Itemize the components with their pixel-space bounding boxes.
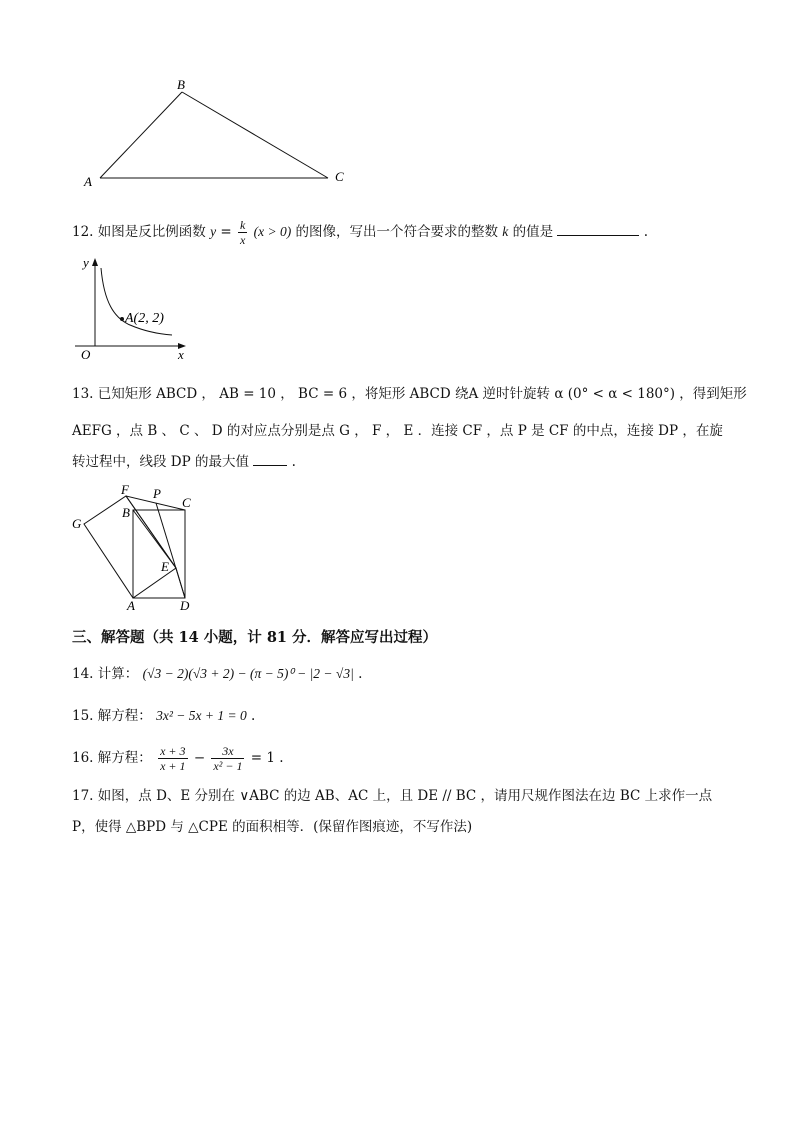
question-12: 12. 如图是反比例函数 y = $\frac{k}{x}$ (x > 0) 的图像，写出一个符合要求的整数 k 的值是 .	[72, 218, 648, 247]
q16-number: 16.	[72, 750, 94, 766]
q12-number: 12.	[72, 224, 94, 240]
label-b: B	[122, 505, 130, 520]
question-13-line-3	[72, 452, 296, 472]
q14-expression: (√3 − 2)(√3 + 2) − (π − 5)⁰ − |2 − √3|	[142, 666, 354, 681]
label-f: F	[121, 482, 129, 497]
rectangle-abcd	[133, 510, 185, 598]
q13-period: .	[291, 454, 296, 470]
reciprocal-graph	[70, 250, 200, 365]
q13-number: 13.	[72, 386, 94, 402]
segment-ed	[176, 568, 185, 598]
q15-expression: 3x² − 5x + 1 = 0	[156, 708, 247, 723]
q13-line1: 已知矩形 ABCD ， AB = 10 ， BC = 6 ，将矩形 ABCD 绕A 逆时针旋转 α (0° < α < 180°) ，得到矩形	[97, 386, 747, 402]
x-axis-label: x	[178, 347, 184, 362]
rotation-figure	[66, 482, 206, 614]
y-axis-arrow	[92, 258, 98, 266]
point-a-label: A(2, 2)	[125, 311, 164, 326]
label-d: D	[180, 598, 190, 613]
segment-be	[133, 510, 176, 568]
q12-func-y: y	[210, 224, 217, 239]
q14-end: .	[358, 666, 363, 682]
origin-label: O	[81, 347, 91, 362]
question-16: 16. 解方程： $\frac{x + 3}{x + 1}$ − $\frac{3x}{\text{x² − 1}}$ = 1 .	[72, 744, 284, 773]
q12-text-after: 的图像，写出一个符合要求的整数	[295, 224, 498, 240]
q16-fraction-2	[211, 744, 244, 773]
q17-line1: 如图，点 D、E 分别在 ∨ABC 的边 AB、AC 上，且 DE // BC ，请用尺规作图法在边 BC 上求作一点	[97, 788, 713, 804]
q17-line2: P，使得 △BPD 与 △CPE 的面积相等．(保留作图痕迹，不写作法)	[72, 819, 473, 835]
rectangle-aefg	[84, 496, 176, 598]
label-a: A	[127, 598, 135, 613]
q16-frac2-den: x² − 1	[213, 759, 243, 773]
q12-answer-blank[interactable]	[557, 235, 639, 236]
triangle-figure	[78, 72, 358, 192]
question-17-line-1	[72, 786, 712, 806]
q12-fraction	[238, 218, 247, 247]
q16-rhs: = 1	[250, 750, 275, 766]
q12-period: .	[643, 224, 648, 240]
q16-frac2-num: 3x	[211, 744, 244, 759]
q15-number: 15.	[72, 708, 94, 724]
label-c: C	[182, 495, 191, 510]
q12-text-before: 如图是反比例函数	[97, 224, 206, 240]
q16-frac1-num: x + 3	[160, 744, 186, 758]
label-a: A	[84, 174, 92, 189]
y-axis-label: y	[83, 255, 89, 270]
label-p: P	[153, 486, 161, 501]
q16-label: 解方程：	[97, 750, 152, 766]
question-14	[72, 664, 362, 684]
q12-text-end: 的值是	[512, 224, 554, 240]
q16-fraction-1	[158, 744, 187, 773]
q13-line2: AEFG ，点 B 、 C 、 D 的对应点分别是点 G ， F ， E ．连接 CF ，点 P 是 CF 的中点，连接 DP ，在旋	[72, 423, 723, 439]
label-c: C	[335, 169, 344, 184]
label-b: B	[177, 77, 185, 92]
label-g: G	[72, 516, 82, 531]
q12-frac-num: k	[239, 218, 246, 232]
q13-line3: 转过程中，线段 DP 的最大值	[72, 454, 249, 470]
q15-end: .	[251, 708, 256, 724]
q17-number: 17.	[72, 788, 94, 804]
triangle-side-bc	[182, 92, 328, 178]
q16-end: .	[279, 750, 284, 766]
question-15	[72, 706, 255, 726]
q16-frac1-den: x + 1	[160, 759, 186, 773]
q14-label: 计算：	[97, 666, 139, 682]
q12-k: k	[502, 224, 509, 239]
section-3-heading: 三、解答题（共 14 小题，计 81 分．解答应写出过程）	[72, 629, 438, 646]
label-e: E	[161, 559, 169, 574]
q13-answer-blank[interactable]	[253, 465, 287, 466]
q12-condition: (x > 0)	[253, 224, 292, 239]
question-17-line-2	[72, 817, 472, 837]
q14-number: 14.	[72, 666, 94, 682]
q12-frac-den: x	[239, 233, 246, 247]
question-13-line-1	[72, 384, 747, 404]
q15-label: 解方程：	[97, 708, 152, 724]
point-a-dot	[120, 317, 124, 321]
question-13-line-2	[72, 421, 723, 441]
triangle-side-ab	[100, 92, 182, 178]
